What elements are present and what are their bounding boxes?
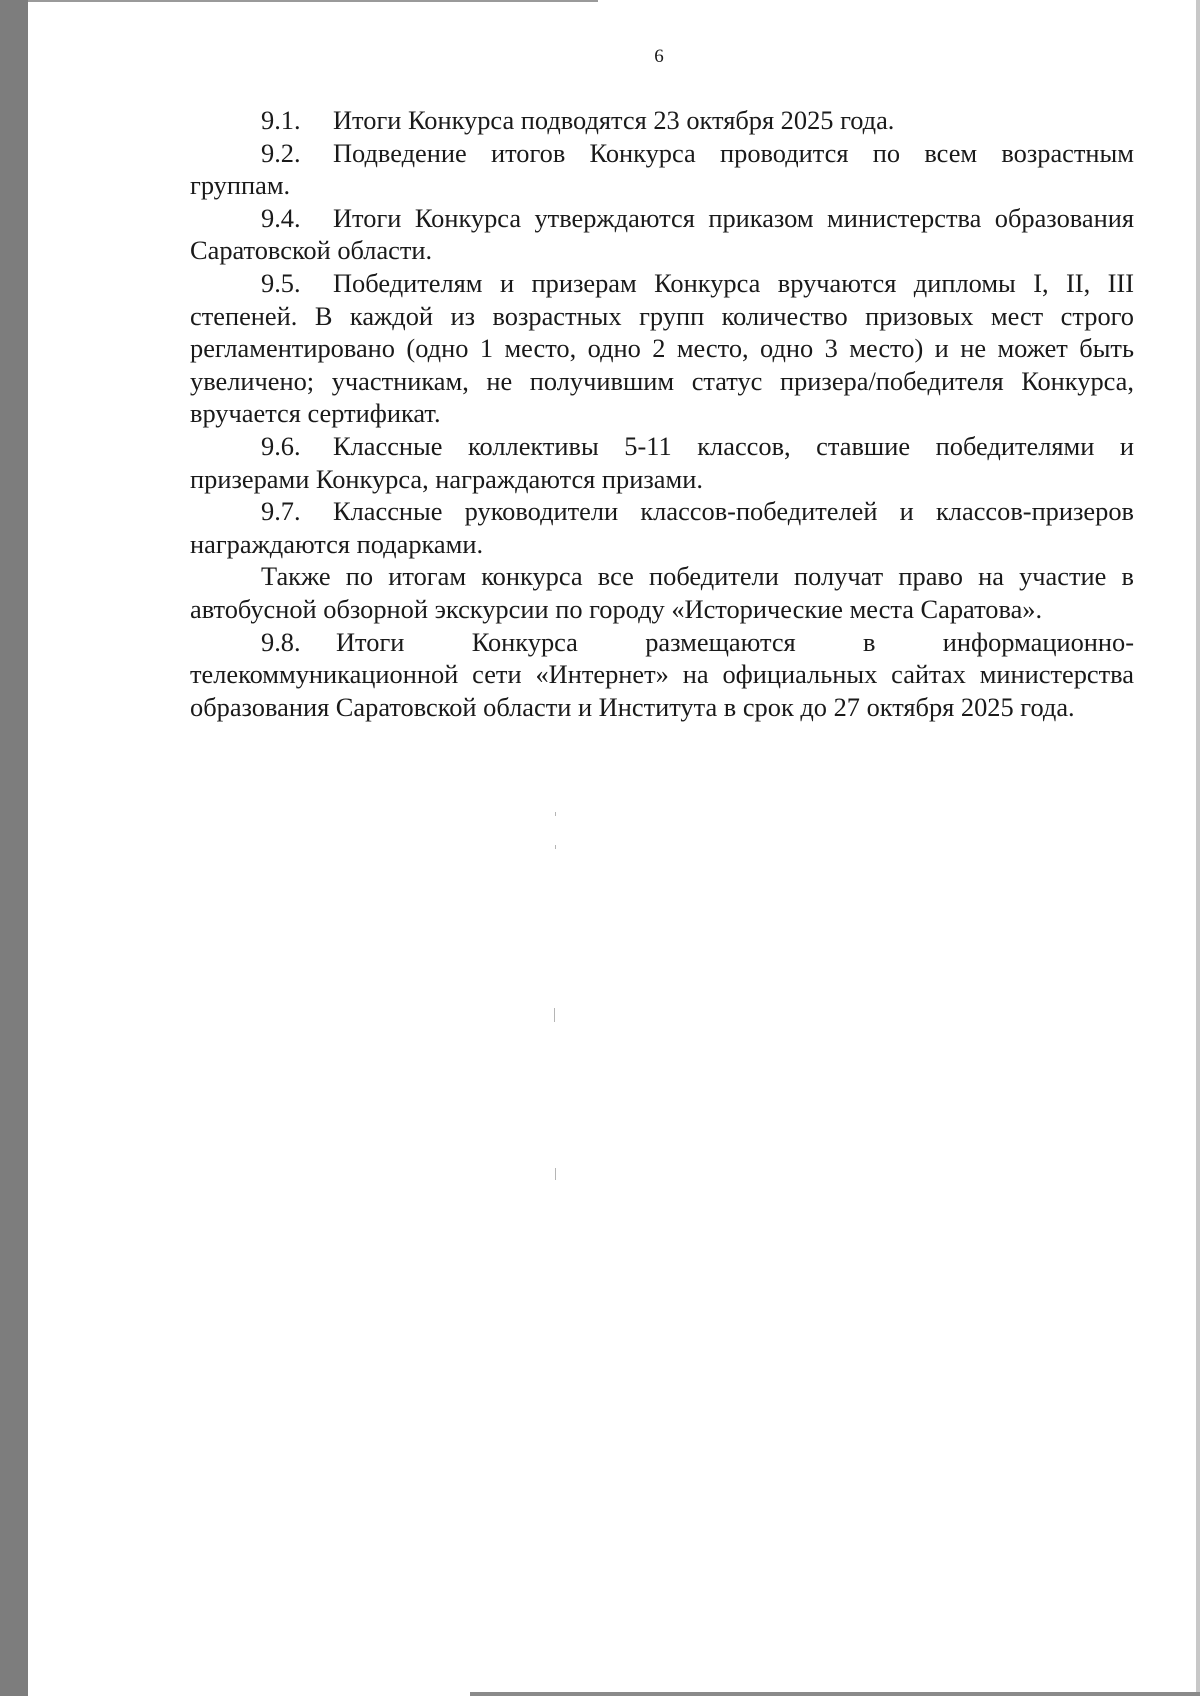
paragraph-text: Подведение итогов Конкурса проводится по всем возрастным группам. — [190, 137, 1134, 201]
paragraph-9-4 — [190, 202, 1134, 267]
paragraph-9-2 — [190, 137, 1134, 202]
paragraph-text: Классные коллективы 5-11 классов, ставшие победителями и призерами Конкурса, награждаются призами. — [190, 430, 1134, 494]
paragraph-9-7 — [190, 495, 1134, 560]
scan-edge-bottom — [470, 1692, 1200, 1696]
paragraph-text: Также по итогам конкурса все победители получат право на участие в автобусной обзорной экскурсии по городу «Исторические места Саратова». — [190, 561, 1134, 624]
scan-speck — [555, 845, 556, 849]
document-body — [190, 104, 1134, 723]
scan-edge-left — [0, 0, 28, 1696]
page-number: 6 — [654, 46, 664, 67]
paragraph-9-5 — [190, 267, 1134, 430]
paragraph-number: 9.4. — [261, 202, 301, 233]
scan-speck — [555, 1168, 556, 1180]
paragraph-9-8 — [190, 626, 1134, 724]
paragraph-text: Итоги Конкурса утверждаются приказом министерства образования Саратовской области. — [190, 202, 1134, 266]
scan-edge-right — [1196, 0, 1200, 1696]
scan-speck — [554, 1008, 555, 1022]
paragraph-text: Итоги Конкурса размещаются в информационно-телекоммуникационной сети «Интернет» на официальных сайтах министерства образования Саратовской области и Института в срок до 27 октября 2025 года. — [190, 626, 1134, 722]
paragraph-number: 9.6. — [261, 430, 301, 461]
paragraph-9-1 — [190, 104, 1134, 137]
paragraph-number: 9.5. — [261, 267, 301, 298]
paragraph-number: 9.7. — [261, 496, 301, 527]
paragraph-text: Классные руководители классов-победителей и классов-призеров награждаются подарками. — [190, 496, 1134, 559]
paragraph-number: 9.1. — [261, 105, 301, 135]
paragraph-9-6 — [190, 430, 1134, 495]
paragraph-text: Итоги Конкурса подводятся 23 октября 2025 года. — [333, 105, 895, 135]
document-page — [28, 2, 1196, 1692]
paragraph-text: Победителям и призерам Конкурса вручаются дипломы I, II, III степеней. В каждой из возрастных групп количество призовых мест строго регламентировано (одно 1 место, одно 2 место, одно 3 место) и не может быть увеличено; участникам, не получившим статус призера/победителя Конкурса, вручается сертификат. — [190, 267, 1134, 429]
scan-speck — [555, 812, 556, 816]
paragraph-number: 9.8. — [261, 626, 301, 657]
paragraph-excursion — [190, 560, 1134, 625]
paragraph-number: 9.2. — [261, 137, 301, 168]
